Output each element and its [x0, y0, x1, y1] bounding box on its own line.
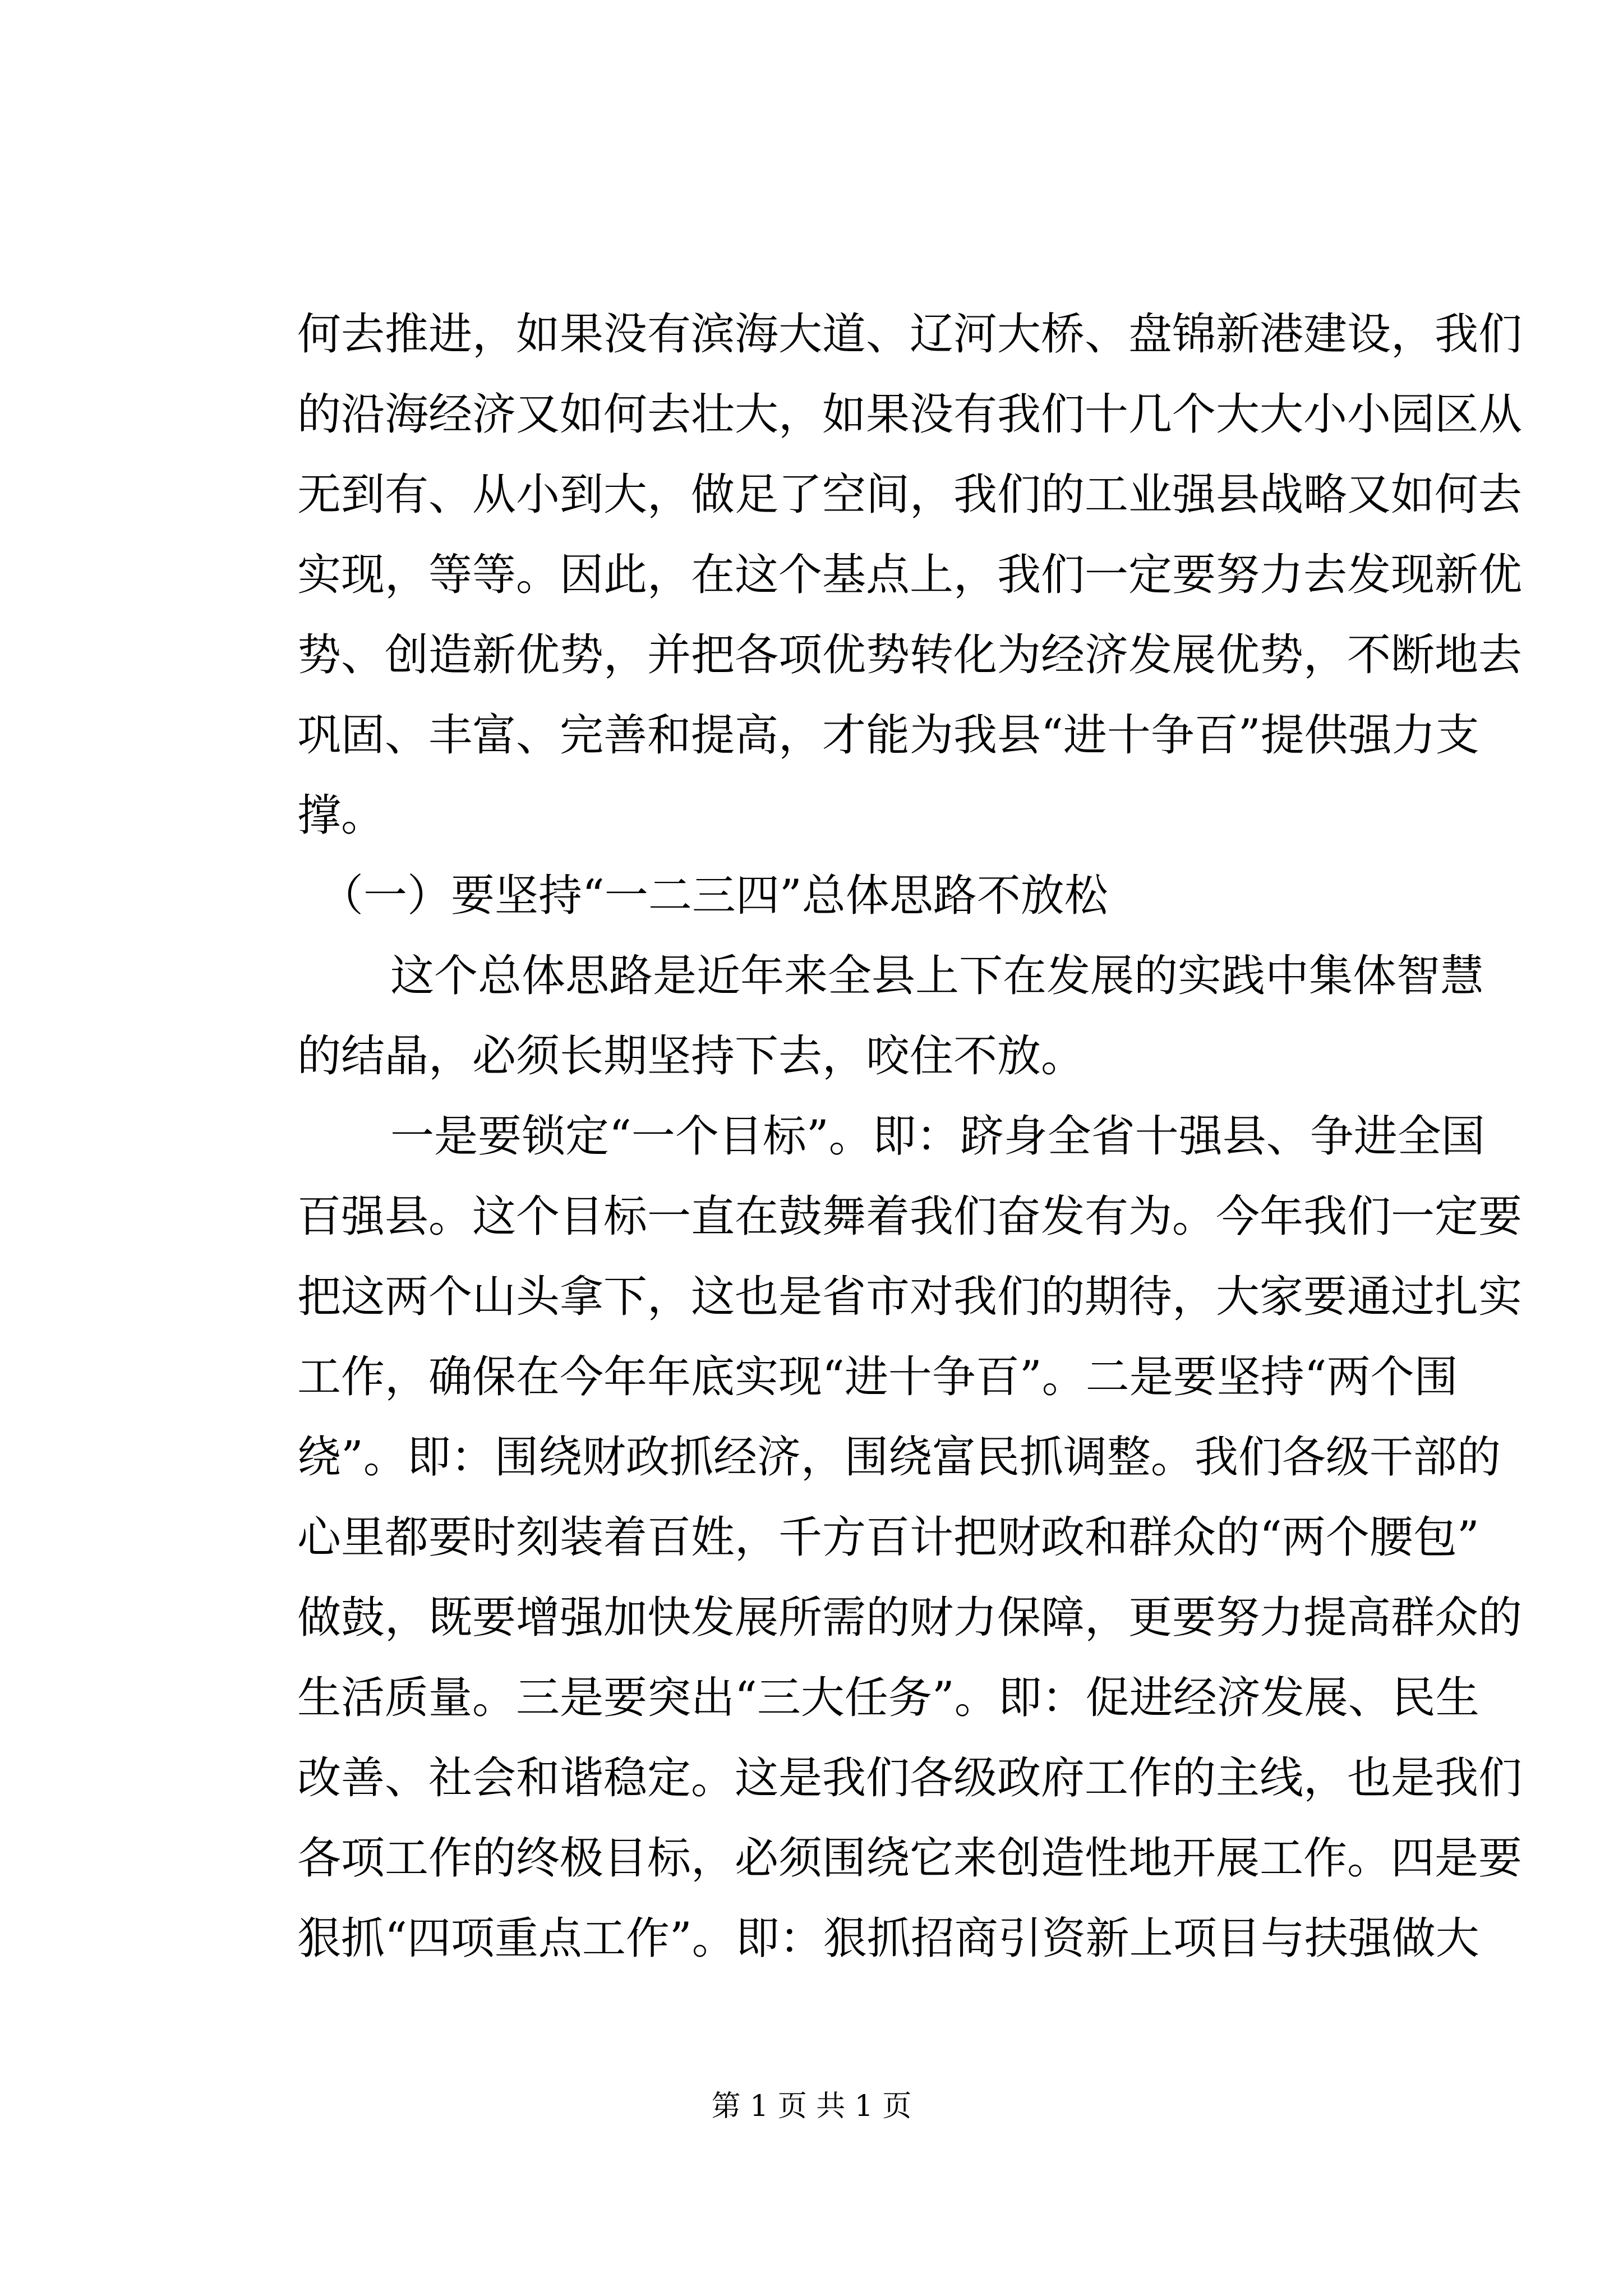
text-line: 撑。 — [297, 790, 385, 841]
page-number-label: 第 1 页 共 1 页 — [711, 2090, 912, 2123]
page-footer — [0, 2087, 1623, 2126]
text-line: 无到有、从小到大，做足了空间，我们的工业强县战略又如何去 — [297, 470, 1523, 520]
document-body — [297, 295, 1523, 1979]
text-line: 绕”。即：围绕财政抓经济，围绕富民抓调整。我们各级干部的 — [297, 1432, 1501, 1483]
text-line: 实现，等等。因此，在这个基点上，我们一定要努力去发现新优 — [297, 550, 1523, 600]
text-line: 势、创造新优势，并把各项优势转化为经济发展优势，不断地去 — [297, 630, 1523, 680]
text-line: 生活质量。三是要突出“三大任务”。即：促进经济发展、民生 — [297, 1673, 1479, 1723]
text-line: 把这两个山头拿下，这也是省市对我们的期待，大家要通过扎实 — [297, 1272, 1523, 1322]
text-line: 巩固、丰富、完善和提高，才能为我县“进十争百”提供强力支 — [297, 710, 1479, 761]
text-line: 这个总体思路是近年来全县上下在发展的实践中集体智慧 — [390, 951, 1484, 1001]
text-line: 一是要锁定“一个目标”。即：跻身全省十强县、争进全国 — [390, 1111, 1485, 1162]
text-line: 狠抓“四项重点工作”。即：狠抓招商引资新上项目与扶强做大 — [297, 1913, 1479, 1964]
text-line: 各项工作的终极目标，必须围绕它来创造性地开展工作。四是要 — [297, 1833, 1523, 1884]
text-line: 做鼓，既要增强加快发展所需的财力保障，更要努力提高群众的 — [297, 1593, 1523, 1643]
section-heading: （一）要坚持“一二三四”总体思路不放松 — [320, 871, 1108, 921]
text-line: 改善、社会和谐稳定。这是我们各级政府工作的主线，也是我们 — [297, 1753, 1523, 1803]
text-line: 百强县。这个目标一直在鼓舞着我们奋发有为。今年我们一定要 — [297, 1191, 1523, 1242]
text-line: 心里都要时刻装着百姓，千方百计把财政和群众的“两个腰包” — [297, 1512, 1479, 1563]
text-line: 的沿海经济又如何去壮大，如果没有我们十几个大大小小园区从 — [297, 389, 1523, 440]
text-line: 工作，确保在今年年底实现“进十争百”。二是要坚持“两个围 — [297, 1352, 1458, 1402]
text-line: 的结晶，必须长期坚持下去，咬住不放。 — [297, 1031, 1085, 1082]
text-line: 何去推进，如果没有滨海大道、辽河大桥、盘锦新港建设，我们 — [297, 309, 1523, 360]
